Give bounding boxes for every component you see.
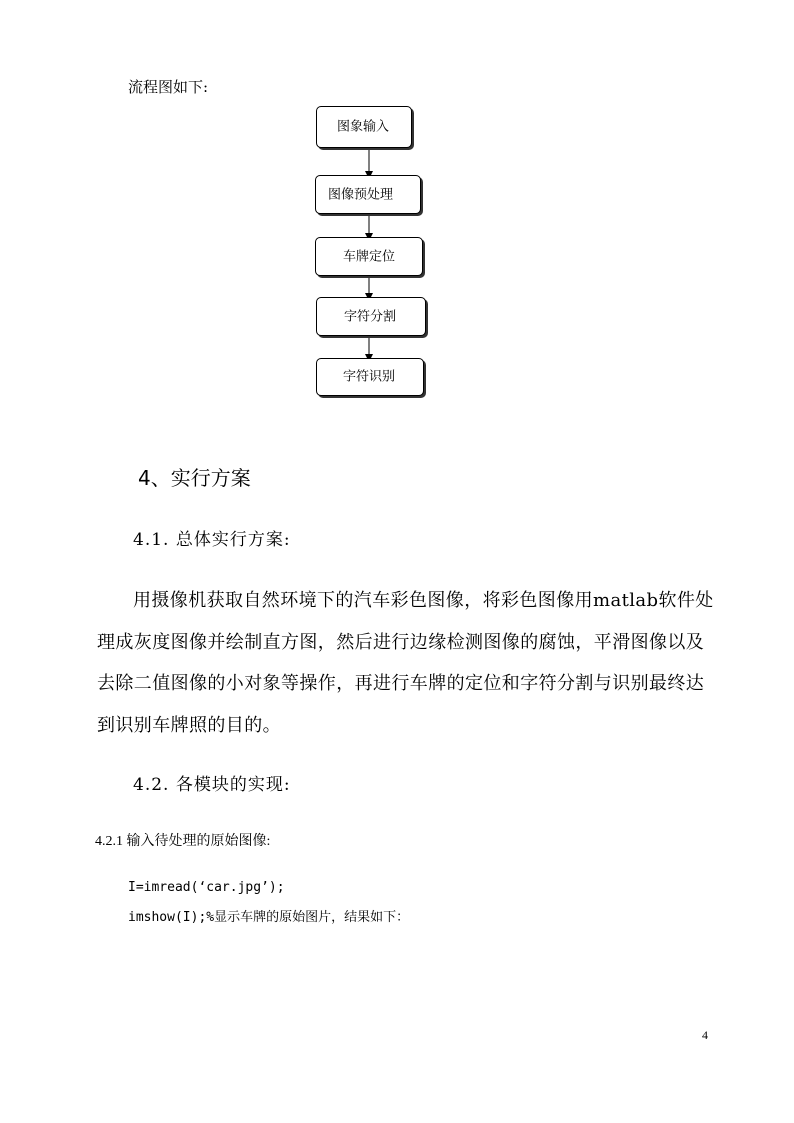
code-line: I=imread(‘car.jpg’); <box>128 880 285 895</box>
body-paragraph: 用摄像机获取自然环境下的汽车彩色图像，将彩色图像用matlab软件处理成灰度图像并绘制直方图，然后进行边缘检测图像的腐蚀，平滑图像以及去除二值图像的小对象等操作，再进行车牌的定位和字符分割与识别最终达到识别车牌照的目的。 <box>97 590 714 736</box>
flowchart-intro: 流程图如下: <box>128 78 209 96</box>
subsection-heading: 4.1. 总体实行方案: <box>133 530 291 550</box>
flow-step-char-segmentation <box>316 297 426 336</box>
flow-step-label: 字符分割 <box>344 309 397 324</box>
section-heading: 4、实行方案 <box>138 466 251 490</box>
flow-step-preprocessing <box>315 175 421 214</box>
flow-step-plate-location <box>315 237 423 276</box>
flow-step-label: 字符识别 <box>343 369 396 385</box>
flow-step-label: 图像预处理 <box>328 187 394 202</box>
subsection-heading: 4.2. 各模块的实现: <box>133 775 291 795</box>
page-number: 4 <box>702 1028 708 1042</box>
flow-step-label: 图象输入 <box>337 119 390 135</box>
flow-step-label: 车牌定位 <box>343 249 396 264</box>
flow-step-char-recognition <box>316 358 424 396</box>
sub-subsection-heading: 4.2.1 输入待处理的原始图像: <box>95 834 271 849</box>
flow-step-image-input <box>316 106 412 148</box>
code-line: imshow(I);%显示车牌的原始图片，结果如下： <box>128 910 410 925</box>
